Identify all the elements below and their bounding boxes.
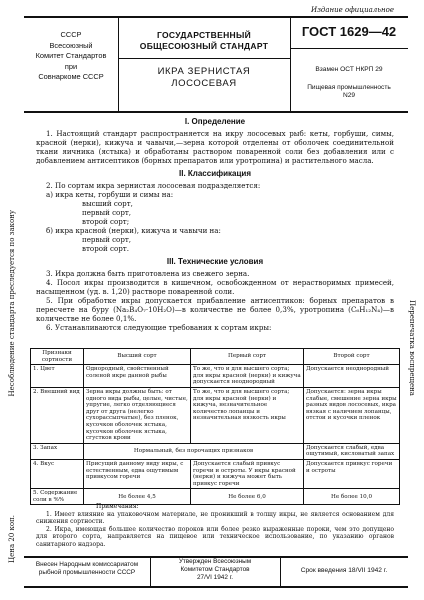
classification-list <box>36 181 394 253</box>
notes <box>36 503 394 548</box>
table-cell: Не более 4,5 <box>84 489 191 505</box>
footer-line: 27/VI 1942 г. <box>196 574 233 581</box>
header-bottom-rule <box>24 111 408 113</box>
table-cell: Присущий данному виду икры, с естественным, едва ощутимым привкусом горечи <box>84 459 191 488</box>
table-cell-feature: 5. Содержание соли в %% <box>31 489 84 505</box>
price-label: Цена 20 коп. <box>8 515 16 563</box>
table-cell: Допускается слабый привкус горечи и остроты. У икры красной (нерки) и кижуча может быть привкус горечи <box>191 459 304 488</box>
table-cell: Допускается слабый, едва ощутимый, кисловатый запах <box>304 443 400 459</box>
paragraph: 4. Посол икры производится в кишечном, освобожденном от нерастворимых примесей, насыщенном (уд. в. 1,20) растворе поваренной соли. <box>36 278 394 296</box>
side-law-notice: Несоблюдение стандарта преследуется по закону <box>8 210 16 397</box>
paragraph: 6. Устанавливаются следующие требования к сортам икры: <box>46 323 272 332</box>
requirements-table <box>30 348 400 505</box>
table-cell-feature: 2. Внешний вид <box>31 387 84 443</box>
title-line: ЛОСОСЕВАЯ <box>171 78 237 89</box>
paragraph: 1. Настоящий стандарт распространяется на икру лососевых рыб: кеты, горбуши, симы, красной (нерки), кижуча и чавычи,—зерна которой отделены от оболочек соединительной ткани яичника (ястыка) и обработаны раствором поваренной соли без добавления или с добавлением антисептиков (борных препаратов или уротропина) и растительного масла. <box>36 129 394 165</box>
table-header-cell: Признаки сортности <box>31 349 84 365</box>
title-line: ИКРА ЗЕРНИСТАЯ <box>157 66 251 77</box>
footer-effective-date: Срок введения 18/VII 1942 г. <box>300 567 388 574</box>
table-cell: Допускается: зерна икры слабые, смешение зерна икры разных видов лососевых, икра вязкая с наличием лопанцы, отстои и кусочки пленок <box>304 387 400 443</box>
header-top-rule <box>24 16 408 18</box>
footer-line: Внесен Народным комиссариатом <box>35 561 139 568</box>
table-cell: То же, что и для высшего сорта; для икры красной (нерки) и кижуча, незначительное количество лопанцы и незначительная вязкость икры <box>191 387 304 443</box>
edition-label: Издание официальное <box>310 6 394 14</box>
footer-introduced <box>24 561 150 577</box>
table-cell: Допускается привкус горечи и остроты <box>304 459 400 488</box>
side-reprint-notice: Перепечатка воспрещена <box>408 300 416 396</box>
table-cell: Однородный, свойственный соленой икре данной рыбы <box>84 365 191 388</box>
paragraph: 3. Икра должна быть приготовлена из свежего зерна. <box>46 269 250 278</box>
table-cell: Допускается неоднородный <box>304 365 400 388</box>
list-item: высший сорт, <box>82 199 133 208</box>
standard-type-line: ГОСУДАРСТВЕННЫЙ <box>157 30 251 40</box>
list-item: а) икра кеты, горбуши и симы на: <box>46 190 174 199</box>
table-row <box>31 365 400 388</box>
notes-title: Примечания: <box>96 503 139 510</box>
list-item: 2. По сортам икра зернистая лососевая подразделяется: <box>46 181 261 190</box>
table-header-cell: Первый сорт <box>191 349 304 365</box>
org-line: Совнаркоме СССР <box>38 72 104 81</box>
org-line: Всесоюзный <box>49 40 93 50</box>
standard-type-line: ОБЩЕСОЮЗНЫЙ СТАНДАРТ <box>139 41 269 51</box>
footer-line: рыбной промышленности СССР <box>38 569 136 576</box>
section-title: II. Классификация <box>179 169 251 178</box>
table-cell: Не более 10,0 <box>304 489 400 505</box>
table-cell-feature: 3. Запах <box>31 443 84 459</box>
replaces-label: Взамен ОСТ НКРП 29 <box>315 66 383 73</box>
org-block <box>24 30 118 83</box>
note-item: 2. Икра, имеющая большее количество пороков или более резко выраженные пороки, чем это допущено для второго сорта, направляется на пищевое или техническое использование, по указанию органов санитарного надзора. <box>36 525 394 548</box>
group-line: N29 <box>342 92 356 99</box>
section-title: III. Технические условия <box>166 257 264 266</box>
table-cell-feature: 1. Цвет <box>31 365 84 388</box>
table-row <box>31 459 400 488</box>
footer-line: Утвержден Всесоюзным <box>178 558 252 565</box>
group-label <box>290 84 408 100</box>
group-line: Пищевая промышленность <box>307 84 391 91</box>
gost-number: ГОСТ 1629—42 <box>301 24 397 39</box>
header-divider-right <box>290 48 408 49</box>
table-cell: То же, что и для высшего сорта; для икры красной (нерки) и кижуча допускается неоднородный <box>191 365 304 388</box>
table-cell: Не более 6,0 <box>191 489 304 505</box>
standard-type <box>118 30 290 52</box>
note-item: 1. Имеет влияние на упаковочном материале, не проникший в толщу икры, не является основанием для снижения сортности. <box>36 510 394 525</box>
document-title <box>118 66 290 90</box>
table-row <box>31 387 400 443</box>
table-row <box>31 443 400 459</box>
list-item: первый сорт, <box>82 235 132 244</box>
org-line: при <box>64 61 78 71</box>
header-divider-mid <box>118 58 290 59</box>
list-item: первый сорт, <box>82 208 132 217</box>
table-cell-merged: Нормальный, без порочащих признаков <box>84 443 304 459</box>
table-cell: Зерна икры должны быть: от одного вида рыбы, целые, чистые, упругие, легко отделяющиеся друг от друга (нелегко сухорассыпчатые), без пленок, кусочков оболочек ястыка, кусочков оболочек ястыка, сгустков крови <box>84 387 191 443</box>
footer-bottom-rule <box>24 586 408 588</box>
table-header-row <box>31 349 400 365</box>
table-cell-feature: 4. Вкус <box>31 459 84 488</box>
footer-approved <box>150 558 280 582</box>
table-header-cell: Высший сорт <box>84 349 191 365</box>
list-item: второй сорт; <box>82 217 130 226</box>
table-header-cell: Второй сорт <box>304 349 400 365</box>
section-title: I. Определение <box>184 117 246 126</box>
list-item: второй сорт. <box>82 244 129 253</box>
org-line: Комитет Стандартов <box>35 51 107 60</box>
paragraph: 5. При обработке икры допускается прибавление антисептиков: борных препаратов в пересчете на буру (Na₂B₄O₇·10H₂O)—в количестве не более 0,3%, уротропина (C₆H₁₂N₄)—в количестве не более 0,1%. <box>36 296 394 323</box>
org-line: СССР <box>60 30 82 39</box>
document-body <box>36 116 394 332</box>
footer-line: Комитетом Стандартов <box>180 566 250 573</box>
list-item: б) икра красной (нерки), кижуча и чавычи на: <box>46 226 221 235</box>
